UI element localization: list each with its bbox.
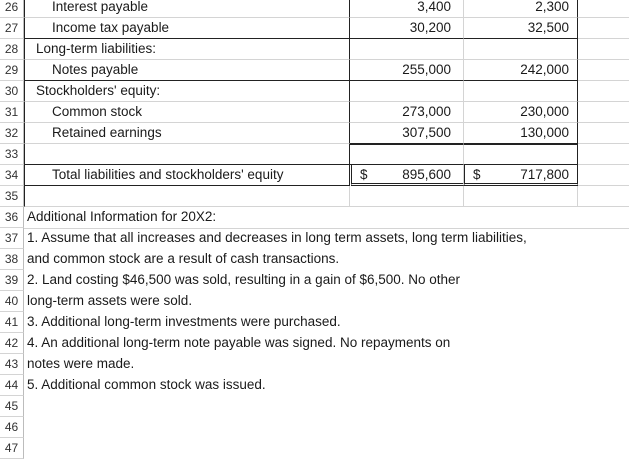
cell-year1[interactable]: 30,200 <box>350 18 464 39</box>
cell-year2[interactable] <box>464 144 578 165</box>
cell-year2[interactable]: 242,000 <box>464 60 578 81</box>
cell-year2[interactable] <box>464 39 578 60</box>
cell-year2[interactable]: 230,000 <box>464 102 578 123</box>
cell-empty[interactable] <box>578 123 629 144</box>
cell-text: Total liabilities and stockholders' equity <box>52 167 284 182</box>
row-header[interactable]: 28 <box>0 39 24 60</box>
note-row[interactable] <box>0 438 629 459</box>
cell-empty[interactable] <box>578 81 629 102</box>
cell-year2[interactable]: 130,000 <box>464 123 578 144</box>
row-header[interactable]: 32 <box>0 123 24 144</box>
table-row <box>0 102 629 123</box>
row-header[interactable]: 34 <box>0 165 24 186</box>
row-header[interactable]: 44 <box>0 375 24 396</box>
table-row <box>0 144 629 165</box>
note-text: Additional Information for 20X2: <box>27 209 217 224</box>
cell-text: Long-term liabilities: <box>36 41 157 56</box>
row-header[interactable]: 40 <box>0 291 24 312</box>
cell-year2-total[interactable] <box>464 165 578 186</box>
cell-empty[interactable] <box>578 165 629 186</box>
cell-empty[interactable] <box>578 60 629 81</box>
cell-year1[interactable]: 3,400 <box>350 0 464 18</box>
row-header[interactable]: 30 <box>0 81 24 102</box>
cell-text: Interest payable <box>52 0 149 14</box>
cell-label[interactable] <box>24 102 350 123</box>
row-header[interactable]: 46 <box>0 417 24 438</box>
row-header[interactable]: 26 <box>0 0 24 18</box>
note-text: notes were made. <box>27 356 135 371</box>
row-header[interactable]: 31 <box>0 102 24 123</box>
note-text: 1. Assume that all increases and decreases in long term assets, long term liabilities, <box>27 230 527 245</box>
note-text: 2. Land costing $46,500 was sold, resulting in a gain of $6,500. No other <box>27 272 461 287</box>
cell-empty[interactable] <box>578 18 629 39</box>
cell-label[interactable] <box>24 165 350 186</box>
table-row <box>0 60 629 81</box>
cell-label[interactable] <box>24 144 350 165</box>
note-row[interactable] <box>0 207 629 229</box>
row-header[interactable]: 42 <box>0 333 24 354</box>
cell-text: Common stock <box>52 104 143 119</box>
row-header[interactable]: 47 <box>0 438 24 459</box>
cell-year2[interactable] <box>464 81 578 102</box>
currency-symbol: $ <box>360 167 368 182</box>
row-header[interactable]: 29 <box>0 60 24 81</box>
row-header[interactable]: 27 <box>0 18 24 39</box>
note-text: 3. Additional long-term investments were purchased. <box>27 314 341 329</box>
cell-text: Retained earnings <box>52 125 162 140</box>
row-header[interactable]: 33 <box>0 144 24 165</box>
note-row[interactable] <box>0 396 629 417</box>
row-header[interactable]: 36 <box>0 207 24 228</box>
table-row <box>0 81 629 102</box>
total-value: 895,600 <box>402 167 451 182</box>
row-header[interactable]: 38 <box>0 249 24 270</box>
note-row[interactable] <box>0 417 629 438</box>
cell-label[interactable] <box>24 123 350 144</box>
row-header[interactable]: 41 <box>0 312 24 333</box>
note-text: 5. Additional common stock was issued. <box>27 377 266 392</box>
row-header[interactable]: 45 <box>0 396 24 417</box>
note-text: 4. An additional long-term note payable was signed. No repayments on <box>27 335 451 350</box>
table-row <box>0 0 629 18</box>
note-text: long-term assets were sold. <box>27 293 193 308</box>
cell-empty[interactable] <box>24 186 350 207</box>
note-row[interactable] <box>0 249 629 270</box>
row-header[interactable]: 39 <box>0 270 24 291</box>
cell-empty[interactable] <box>578 0 629 18</box>
cell-text: Income tax payable <box>52 20 170 35</box>
cell-year1[interactable] <box>350 144 464 165</box>
cell-year2[interactable]: 2,300 <box>464 0 578 18</box>
cell-empty[interactable] <box>578 144 629 165</box>
note-text: and common stock are a result of cash transactions. <box>27 251 340 266</box>
table-row <box>0 39 629 60</box>
cell-year1[interactable]: 255,000 <box>350 60 464 81</box>
cell-empty[interactable] <box>464 186 578 207</box>
cell-label[interactable] <box>24 39 350 60</box>
note-row[interactable] <box>0 291 629 312</box>
cell-label[interactable] <box>24 81 350 102</box>
note-row[interactable] <box>0 375 629 396</box>
cell-empty[interactable] <box>350 186 464 207</box>
currency-symbol: $ <box>473 167 481 182</box>
cell-empty[interactable] <box>578 186 629 207</box>
cell-year1[interactable] <box>350 39 464 60</box>
cell-year1-total[interactable] <box>351 165 464 186</box>
cell-text: Notes payable <box>52 62 139 77</box>
table-row <box>0 123 629 144</box>
note-row[interactable] <box>0 333 629 354</box>
cell-text: Stockholders' equity: <box>36 83 161 98</box>
cell-label[interactable] <box>24 0 350 18</box>
cell-empty[interactable] <box>578 102 629 123</box>
table-row <box>0 18 629 39</box>
cell-year1[interactable]: 273,000 <box>350 102 464 123</box>
row-header[interactable]: 37 <box>0 228 24 249</box>
cell-empty[interactable] <box>578 39 629 60</box>
cell-label[interactable] <box>24 60 350 81</box>
cell-year1[interactable]: 307,500 <box>350 123 464 144</box>
table-row <box>0 186 629 207</box>
note-row[interactable] <box>0 354 629 375</box>
note-row[interactable] <box>0 312 629 333</box>
row-header[interactable]: 43 <box>0 354 24 375</box>
table-row-total <box>0 165 629 186</box>
note-row[interactable] <box>0 270 629 291</box>
cell-label[interactable] <box>24 18 350 39</box>
cell-year1[interactable] <box>350 81 464 102</box>
cell-year2[interactable]: 32,500 <box>464 18 578 39</box>
total-value: 717,800 <box>520 167 569 182</box>
note-row[interactable] <box>0 228 629 249</box>
row-header[interactable]: 35 <box>0 186 24 207</box>
